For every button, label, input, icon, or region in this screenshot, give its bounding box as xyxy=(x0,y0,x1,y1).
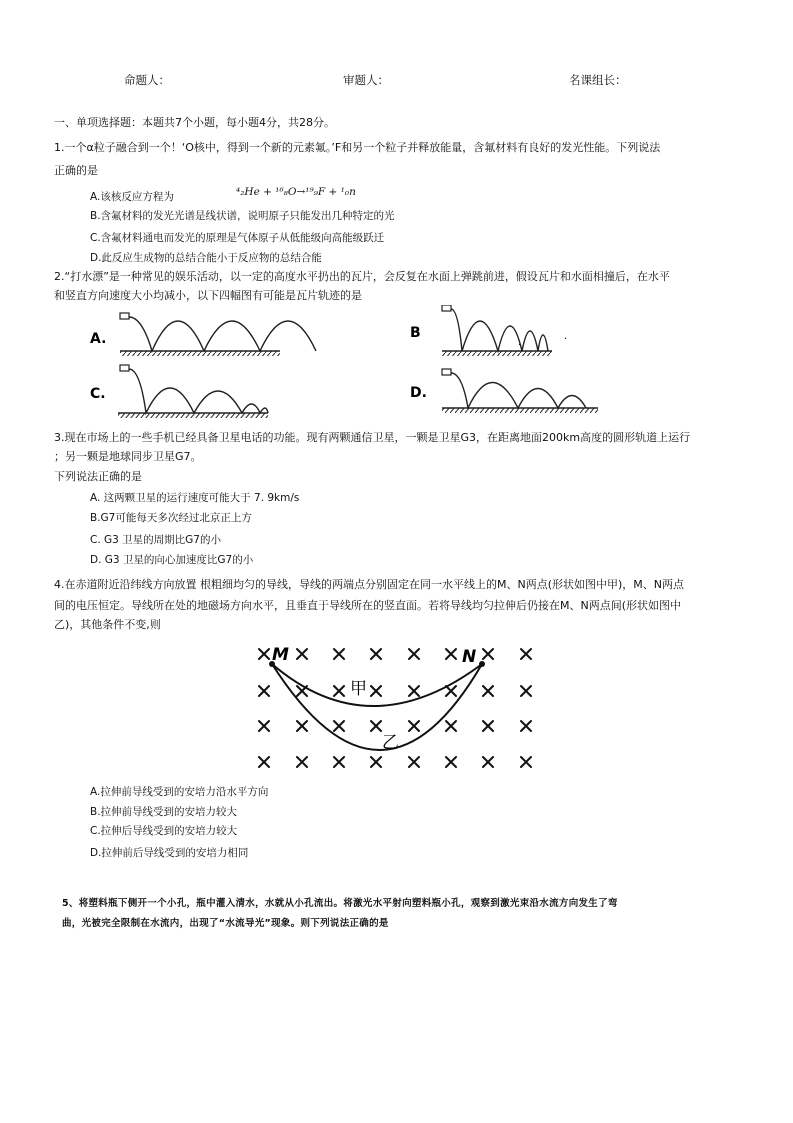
q2-label-a: A. xyxy=(90,331,107,347)
magnetic-field-x-mark xyxy=(371,649,381,659)
author-label: 命题人： xyxy=(124,73,170,87)
q3-option-a: A. 这两颗卫星的运行速度可能大于 7. 9km/s xyxy=(90,492,300,504)
q3-option-b: B.G7可能每天多次经过北京正上方 xyxy=(90,512,252,524)
section-title: 一、单项选择题：本题共7个小题，每小题4分，共28分。 xyxy=(54,116,335,129)
svg-text:.: . xyxy=(564,331,568,342)
trajectory-a xyxy=(129,317,316,351)
water-surface-b xyxy=(442,351,552,356)
q4-line2: 间的电压恒定。导线所在处的地磁场方向水平，且垂直于导线所在的竖直面。若将导线均匀拉伸后仍接在M、N两点间(形状如图中 xyxy=(54,599,682,612)
magnetic-field-x-mark xyxy=(483,649,493,659)
q3-line1: 3.现在市场上的一些手机已经具备卫星电话的功能。现有两颗通信卫星，一颗是卫星G3，在距离地面200km高度的圆形轨道上运行 xyxy=(54,431,691,444)
q1-option-b: B.含氟材料的发光光谱是线状谱，说明原子只能发出几种特定的光 xyxy=(90,210,395,222)
q4-option-b: B.拉伸前导线受到的安培力较大 xyxy=(90,806,238,818)
q4-option-c: C.拉伸后导线受到的安培力较大 xyxy=(90,825,238,837)
stone-icon xyxy=(120,313,129,319)
magnetic-field-x-mark xyxy=(483,757,493,767)
stone-icon xyxy=(442,305,451,311)
q3-option-d: D. G3 卫星的向心加速度比G7的小 xyxy=(90,554,254,566)
magnetic-field-x-mark xyxy=(521,757,531,767)
q4-magnetic-field-figure xyxy=(250,638,550,778)
magnetic-field-x-mark xyxy=(409,721,419,731)
wire-jia-label: 甲 xyxy=(350,679,367,699)
stone-icon xyxy=(442,369,451,375)
water-surface-d xyxy=(442,408,598,413)
q4-option-a: A.拉伸前导线受到的安培力沿水平方向 xyxy=(90,786,269,798)
magnetic-field-x-mark xyxy=(521,721,531,731)
magnetic-field-x-mark xyxy=(371,686,381,696)
wire-jia xyxy=(272,664,482,706)
wire-yi xyxy=(272,664,482,750)
trajectory-d xyxy=(451,373,586,408)
magnetic-field-x-mark xyxy=(297,757,307,767)
magnetic-field-x-mark xyxy=(409,686,419,696)
q2-trajectory-figure xyxy=(80,305,640,420)
q4-line3: 乙)，其他条件不变,则 xyxy=(54,618,161,631)
magnetic-field-x-mark xyxy=(371,721,381,731)
q2-label-b: B xyxy=(410,325,421,341)
magnetic-field-x-mark xyxy=(446,686,456,696)
q1-option-a: A.该核反应方程为 xyxy=(90,191,174,203)
q1-option-c: C.含氟材料通电而发光的原理是气体原子从低能级向高能级跃迁 xyxy=(90,232,385,244)
q2-label-d: D. xyxy=(410,385,427,401)
q1-line2: 正确的是 xyxy=(54,164,98,177)
q1-line1: 1.一个α粒子融合到一个！‘O核中，得到一个新的元素氟。’F和另一个粒子并释放能量，含氟材料有良好的发光性能。下列说法 xyxy=(54,141,661,154)
water-surface-a xyxy=(120,351,280,356)
svg-text:.: . xyxy=(518,337,522,348)
magnetic-field-x-mark xyxy=(409,757,419,767)
q1-option-d: D.此反应生成物的总结合能小于反应物的总结合能 xyxy=(90,252,322,264)
q5-line1: 5、将塑料瓶下侧开一个小孔，瓶中灌入清水，水就从小孔流出。将激光水平射向塑料瓶小孔，观察到激光束沿水流方向发生了弯 xyxy=(62,898,618,909)
magnetic-field-x-mark xyxy=(446,649,456,659)
water-surface-c xyxy=(118,413,268,418)
magnetic-field-x-mark xyxy=(259,686,269,696)
wire-yi-label: 乙 xyxy=(382,733,399,753)
magnetic-field-x-mark xyxy=(334,649,344,659)
q2-line2: 和竖直方向速度大小均减小，以下四幅图有可能是瓦片轨迹的是 xyxy=(54,289,362,302)
leader-label: 名课组长： xyxy=(569,73,627,87)
magnetic-field-x-mark xyxy=(259,721,269,731)
magnetic-field-x-mark xyxy=(371,757,381,767)
magnetic-field-x-mark xyxy=(483,686,493,696)
q3-option-c: C. G3 卫星的周期比G7的小 xyxy=(90,534,221,546)
trajectory-b xyxy=(451,309,548,351)
magnetic-field-x-mark xyxy=(297,649,307,659)
q4-line1: 4.在赤道附近沿纬线方向放置 根粗细均匀的导线，导线的两端点分别固定在同一水平线上的M、N两点(形状如图中甲)，M、N两点 xyxy=(54,578,685,591)
q2-line1: 2.“打水漂”是一种常见的娱乐活动，以一定的高度水平扔出的瓦片，会反复在水面上弹跳前进，假设瓦片和水面相撞后，在水平 xyxy=(54,270,670,283)
stone-icon xyxy=(120,365,129,371)
magnetic-field-x-mark xyxy=(521,649,531,659)
reviewer-label: 审题人： xyxy=(343,73,389,87)
magnetic-field-x-mark xyxy=(446,721,456,731)
magnetic-field-x-mark xyxy=(334,757,344,767)
magnetic-field-x-mark xyxy=(521,686,531,696)
point-m-label: M xyxy=(272,645,289,665)
q2-label-c: C. xyxy=(90,386,106,402)
magnetic-field-x-mark xyxy=(446,757,456,767)
magnetic-field-x-mark xyxy=(297,721,307,731)
point-n-label: N xyxy=(462,647,477,667)
magnetic-field-x-mark xyxy=(259,649,269,659)
q3-line2: ；另一颗是地球同步卫星G7。 xyxy=(54,450,202,463)
q1-formula: ⁴₂He + ¹⁶₈O→¹⁹₉F + ¹₀n xyxy=(236,186,356,198)
q3-line3: 下列说法正确的是 xyxy=(54,470,142,483)
magnetic-field-x-mark xyxy=(334,721,344,731)
trajectory-c xyxy=(129,369,268,413)
magnetic-field-x-mark xyxy=(334,686,344,696)
q4-option-d: D.拉伸前后导线受到的安培力相同 xyxy=(90,847,249,859)
q5-line2: 曲，光被完全限制在水流内，出现了“水流导光”现象。则下列说法正确的是 xyxy=(62,918,389,929)
magnetic-field-x-mark xyxy=(409,649,419,659)
magnetic-field-x-mark xyxy=(483,721,493,731)
magnetic-field-x-mark xyxy=(259,757,269,767)
